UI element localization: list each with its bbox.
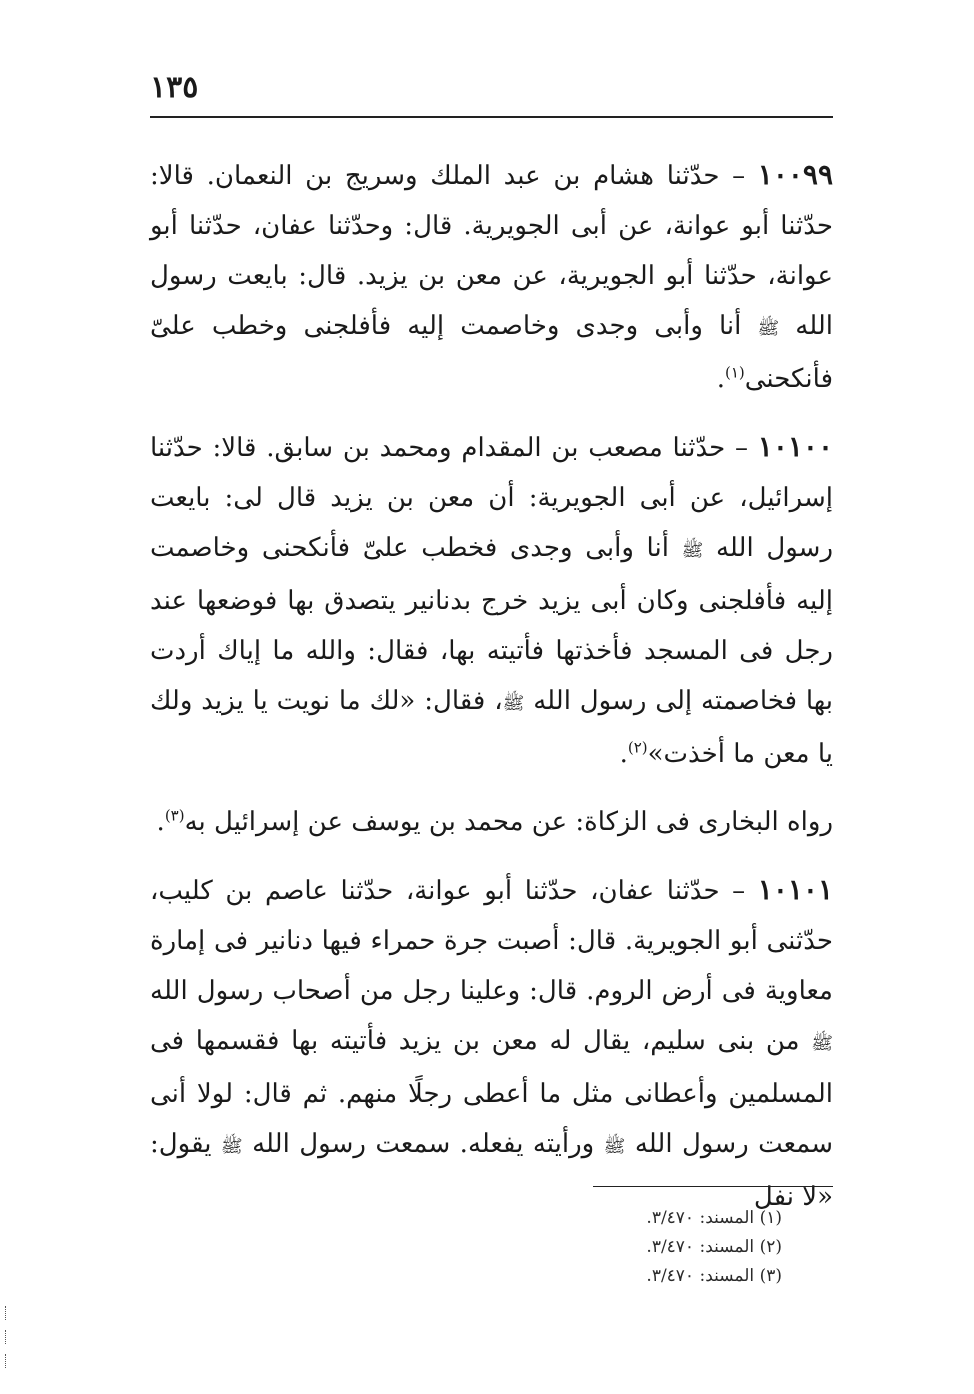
footnote-text: المسند: ٣/٤٧٠. xyxy=(646,1266,755,1286)
scan-margin-mark xyxy=(5,1354,6,1368)
footnote-3 xyxy=(560,1262,782,1291)
hadith-number: ١٠٠٩٩ xyxy=(757,158,833,191)
footnote-rule xyxy=(593,1186,833,1187)
footnote-text: المسند: ٣/٤٧٠. xyxy=(646,1208,755,1228)
hadith-10100 xyxy=(150,422,833,779)
scan-margin-mark xyxy=(5,1306,6,1320)
honorific-glyph: ﷺ xyxy=(603,1136,626,1157)
hadith-text: أنا وأبى وجدى فخطب علىّ فأنكحنى وخاصمت إليه فأفلجنى وكان أبى يزيد خرج بدنانير يتصدق بها فوضعها عند رجل فى المسجد فأخذتها فأتيته بها، فقال: والله ما إياك أردت بها فخاصمته إلى رسول الله xyxy=(150,533,833,716)
sentence-end: . xyxy=(716,364,725,394)
scan-margin-mark xyxy=(5,1330,6,1344)
narration-note xyxy=(150,797,833,847)
footnote-ref[interactable]: (٣) xyxy=(164,806,185,825)
honorific-glyph: ﷺ xyxy=(502,693,525,714)
footnote-2 xyxy=(560,1233,782,1262)
honorific-glyph: ﷺ xyxy=(681,540,704,561)
footnotes xyxy=(560,1204,782,1291)
hadith-text: ، فقال: «لك ما نويت يا يزيد ولك يا معن ما أخذت» xyxy=(150,686,833,769)
hadith-text: يقول: «لا نفل xyxy=(150,1129,833,1212)
footnote-text: المسند: ٣/٤٧٠. xyxy=(646,1237,755,1257)
footnote-ref[interactable]: (٢) xyxy=(627,738,648,757)
footnote-marker: (١) xyxy=(759,1208,782,1228)
honorific-glyph: ﷺ xyxy=(220,1136,243,1157)
hadith-10099 xyxy=(150,150,833,404)
honorific-glyph: ﷺ xyxy=(811,1033,833,1054)
footnote-marker: (٣) xyxy=(759,1266,782,1286)
page-body xyxy=(150,150,833,1240)
footnote-marker: (٢) xyxy=(759,1237,782,1257)
hadith-text: – حدّثنا هشام بن عبد الملك وسريج بن النعمان. قالا: حدّثنا أبو عوانة، عن أبى الجويرية. قال: وحدّثنا عفان، حدّثنا أبو عوانة، حدّثنا أبو الجويرية، عن معن بن يزيد. قال: بايعت رسول الله xyxy=(150,161,833,341)
hadith-number: ١٠١٠٠ xyxy=(757,430,833,463)
hadith-10101 xyxy=(150,865,833,1222)
hadith-text: ورأيته يفعله. سمعت رسول الله xyxy=(242,1129,604,1159)
sentence-end: . xyxy=(156,807,165,837)
honorific-glyph: ﷺ xyxy=(757,318,780,339)
footnote-ref[interactable]: (١) xyxy=(724,363,745,382)
sentence-end: . xyxy=(619,739,628,769)
footnote-1 xyxy=(560,1204,782,1233)
hadith-number: ١٠١٠١ xyxy=(757,873,833,906)
page-number: ١٣٥ xyxy=(150,70,199,105)
hadith-text: – حدّثنا مصعب بن المقدام ومحمد بن سابق. قالا: حدّثنا إسرائيل، عن أبى الجويرية: أن معن بن يزيد قال لى: بايعت رسول الله xyxy=(150,433,833,563)
narration-text: رواه البخارى فى الزكاة: عن محمد بن يوسف عن إسرائيل به xyxy=(184,807,833,837)
header-rule xyxy=(150,116,833,118)
hadith-text: من بنى سليم، يقال له معن بن يزيد فأتيته بها فقسمها فى المسلمين وأعطانى مثل ما أعطى رجلًا منهم. ثم قال: لولا أنى سمعت رسول الله xyxy=(150,1026,833,1159)
hadith-text: – حدّثنا عفان، حدّثنا أبو عوانة، حدّثنا عاصم بن كليب، حدّثنى أبو الجويرية. قال: أصبت جرة حمراء فيها دنانير فى إمارة معاوية فى أرض الروم. قال: وعلينا رجل من أصحاب رسول الله xyxy=(150,876,833,1006)
hadith-text: أنا وأبى وجدى وخاصمت إليه فأفلجنى وخطب علىّ فأنكحنى xyxy=(150,311,833,394)
